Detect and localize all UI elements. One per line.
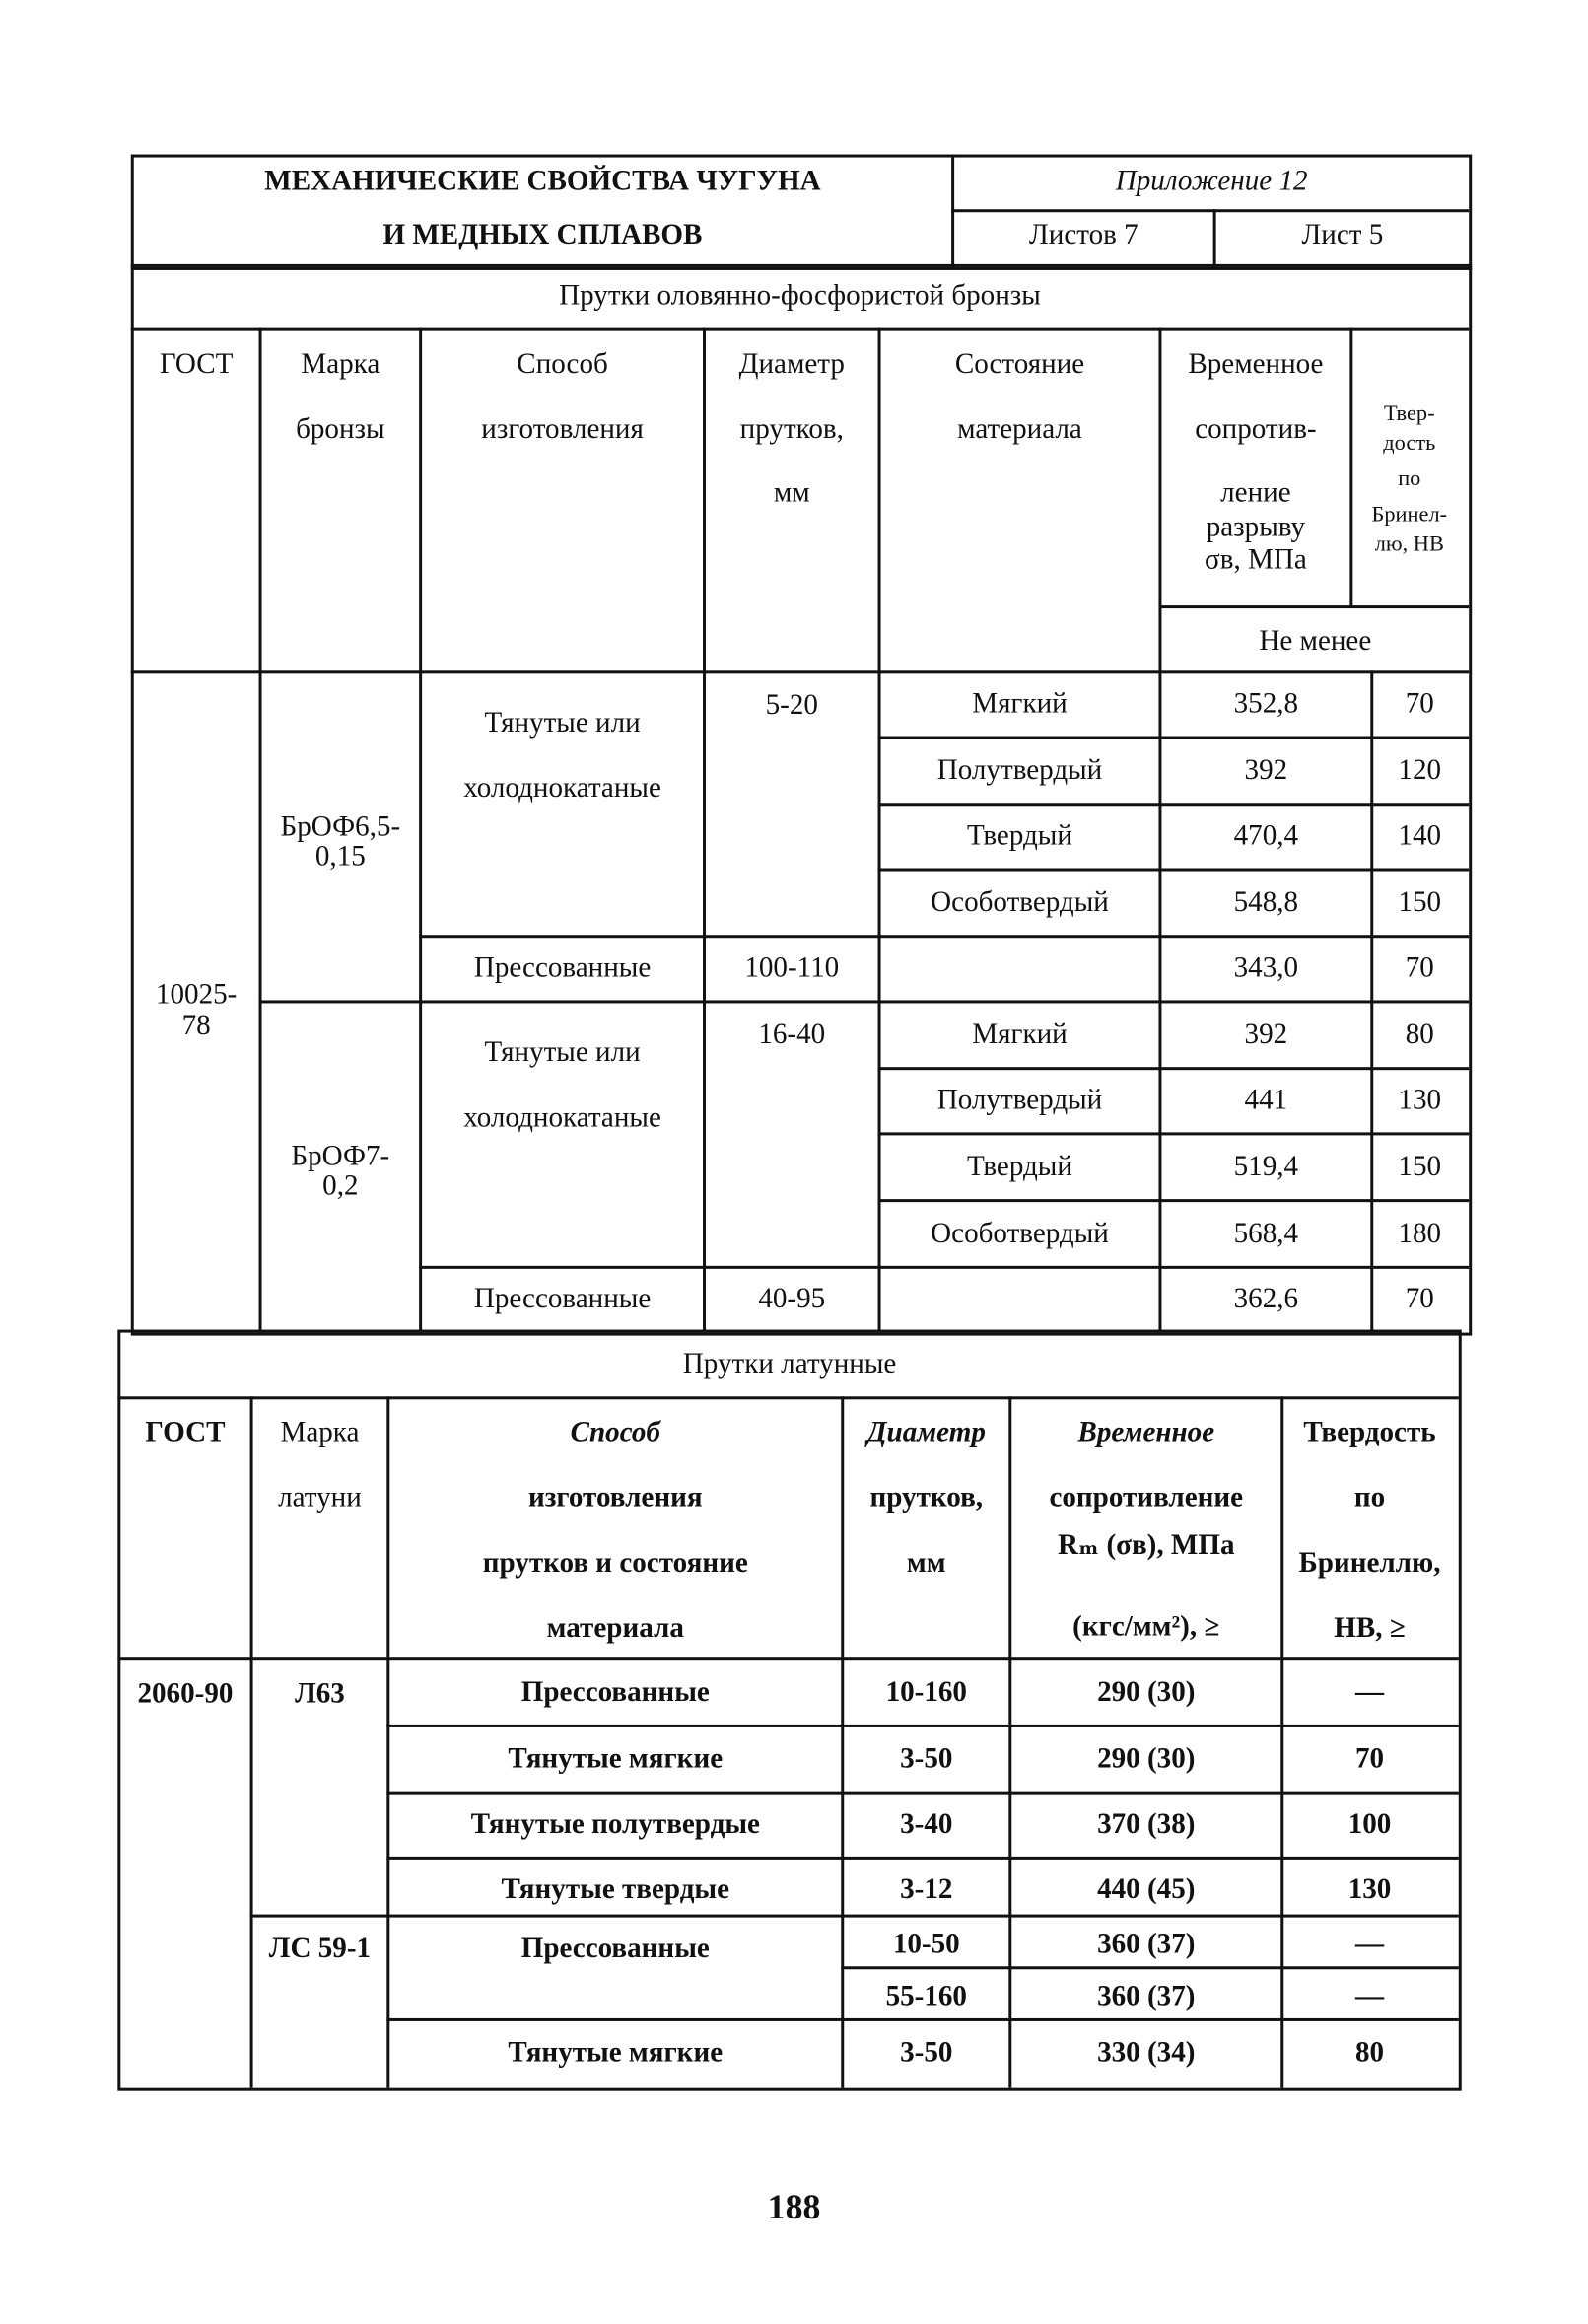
brass-header-method-4: материала [546, 1613, 684, 1645]
bronze-header-tensile-5: σв, МПа [1205, 544, 1307, 576]
brass-header-tensile-3: Rₘ (σв), МПа [1057, 1529, 1235, 1562]
bronze-method-drawn-1: Тянутые или холоднокатаные [463, 707, 661, 806]
brass-diam-1: 3-50 [900, 1743, 953, 1775]
bronze-method-pressed-2: Прессованные [473, 1283, 652, 1315]
bronze-g1-tensile-3: 548,8 [1233, 886, 1299, 919]
brass-header-grade-1: Марка [280, 1417, 360, 1448]
bronze-g2-tensile-0: 392 [1244, 1019, 1288, 1051]
bronze-header-hard-1: Твер- [1383, 401, 1435, 426]
brass-hb-1: 70 [1354, 1743, 1385, 1775]
brass-header-hard-2: по [1353, 1482, 1386, 1514]
bronze-g1-tensile-4: 343,0 [1233, 952, 1299, 985]
bronze-g1-hb-1: 120 [1398, 754, 1442, 787]
brass-diam-4: 10-50 [892, 1930, 960, 1961]
brass-hb-3: 130 [1347, 1874, 1392, 1906]
bronze-gost-value: 10025- 78 [155, 979, 238, 1043]
brass-header-hard-3: Бринеллю, [1298, 1547, 1441, 1580]
bronze-grade-2: БрОФ7- 0,2 [291, 1141, 390, 1203]
brass-method-1: Тянутые мягкие [508, 1743, 724, 1775]
brass-header-method-2: изготовления [527, 1482, 703, 1514]
brass-hb-4: — [1354, 1930, 1385, 1961]
bronze-g2-state-2: Твердый [967, 1151, 1072, 1183]
brass-tensile-6: 330 (34) [1097, 2037, 1196, 2069]
bronze-g2-state-0: Мягкий [972, 1019, 1068, 1051]
brass-hb-0: — [1354, 1676, 1385, 1709]
brass-tensile-0: 290 (30) [1097, 1676, 1196, 1709]
bronze-g2-hb-4: 70 [1405, 1283, 1434, 1315]
brass-grade-ls59: ЛС 59-1 [268, 1934, 372, 1965]
bronze-g2-tensile-3: 568,4 [1233, 1218, 1299, 1249]
brass-gost-value: 2060-90 [137, 1678, 234, 1710]
bronze-header-hard-3: по [1398, 467, 1421, 492]
bronze-g2-tensile-2: 519,4 [1233, 1151, 1299, 1183]
bronze-g1-state-0: Мягкий [972, 688, 1068, 721]
brass-tensile-2: 370 (38) [1097, 1809, 1196, 1841]
bronze-header-not-less: Не менее [1259, 626, 1372, 658]
bronze-header-diam-2: прутков, [739, 413, 844, 446]
bronze-method-drawn-2: Тянутые или холоднокатаные [463, 1037, 661, 1135]
bronze-g1-state-3: Особотвердый [931, 886, 1109, 919]
bronze-section-title: Прутки оловянно-фосфористой бронзы [559, 280, 1041, 313]
brass-header-method-3: прутков и состояние [482, 1547, 748, 1580]
sheets-total: Листов 7 [1029, 219, 1139, 251]
bronze-g1-tensile-1: 392 [1244, 754, 1288, 787]
brass-tensile-4: 360 (37) [1097, 1930, 1196, 1961]
bronze-g2-tensile-1: 441 [1244, 1085, 1288, 1117]
bronze-g2-hb-2: 150 [1398, 1151, 1442, 1183]
bronze-g1-tensile-2: 470,4 [1233, 820, 1299, 853]
brass-method-2: Тянутые полутвердые [470, 1809, 760, 1841]
bronze-g1-state-1: Полутвердый [936, 754, 1103, 787]
brass-method-0: Прессованные [520, 1676, 710, 1709]
brass-header-tensile-1: Временное [1077, 1417, 1215, 1448]
brass-header-method-1: Способ [570, 1417, 660, 1448]
bronze-header-hard-4: Бринел- [1371, 503, 1448, 528]
brass-header-hard-4: НВ, ≥ [1334, 1613, 1406, 1645]
bronze-header-state-1: Состояние [954, 348, 1085, 381]
bronze-g2-state-1: Полутвердый [936, 1085, 1103, 1117]
bronze-g1-hb-0: 70 [1405, 688, 1434, 721]
brass-hb-2: 100 [1347, 1809, 1392, 1841]
bronze-g1-hb-2: 140 [1398, 820, 1442, 853]
bronze-header-tensile-2: сопротив- [1195, 413, 1317, 446]
bronze-g2-state-3: Особотвердый [931, 1218, 1109, 1249]
brass-header-hard-1: Твердость [1303, 1417, 1436, 1448]
brass-tensile-3: 440 (45) [1097, 1874, 1196, 1906]
bronze-header-grade-2: бронзы [296, 413, 385, 446]
brass-header-diam-2: прутков, [869, 1482, 984, 1514]
bronze-header-grade-1: Марка [301, 348, 380, 381]
bronze-g2-hb-0: 80 [1405, 1019, 1434, 1051]
bronze-grade-1: БрОФ6,5- 0,15 [280, 811, 401, 874]
sheet-number: Лист 5 [1301, 219, 1384, 251]
bronze-g2-hb-3: 180 [1398, 1218, 1442, 1249]
bronze-g2-hb-1: 130 [1398, 1085, 1442, 1117]
bronze-header-state-2: материала [957, 413, 1082, 446]
bronze-g1-state-2: Твердый [967, 820, 1072, 853]
brass-header-diam-3: мм [906, 1547, 946, 1580]
brass-diam-3: 3-12 [900, 1874, 953, 1906]
bronze-header-hard-5: лю, НВ [1374, 532, 1444, 557]
brass-hb-6: 80 [1354, 2037, 1385, 2069]
bronze-diam-pressed-2: 40-95 [758, 1283, 826, 1315]
brass-header-gost: ГОСТ [145, 1417, 226, 1448]
bronze-g1-hb-4: 70 [1405, 952, 1434, 985]
bronze-method-pressed-1: Прессованные [473, 952, 652, 985]
bronze-header-hard-2: дость [1383, 431, 1436, 457]
page-number: 188 [767, 2189, 821, 2228]
brass-diam-5: 55-160 [885, 1980, 967, 2012]
brass-method-4: Прессованные [520, 1934, 710, 1965]
bronze-g2-tensile-4: 362,6 [1233, 1283, 1299, 1315]
bronze-header-method-2: изготовления [481, 413, 644, 446]
document-title-line2: И МЕДНЫХ СПЛАВОВ [382, 219, 703, 251]
brass-diam-2: 3-40 [900, 1809, 953, 1841]
brass-hb-5: — [1354, 1980, 1385, 2012]
bronze-header-diam-1: Диаметр [738, 348, 845, 381]
brass-header-diam-1: Диаметр [866, 1417, 986, 1448]
brass-method-6: Тянутые мягкие [508, 2037, 724, 2069]
brass-header-tensile-4: (кгс/мм²), ≥ [1072, 1611, 1220, 1644]
brass-method-3: Тянутые твердые [501, 1874, 730, 1906]
brass-diam-0: 10-160 [885, 1676, 967, 1709]
bronze-header-tensile-4: разрыву [1206, 512, 1306, 543]
bronze-diam-drawn-1: 5-20 [765, 689, 818, 722]
bronze-g1-hb-3: 150 [1398, 886, 1442, 919]
bronze-header-tensile-1: Временное [1188, 348, 1324, 381]
brass-grade-l63: Л63 [295, 1678, 345, 1710]
appendix-label: Приложение 12 [1115, 166, 1308, 198]
bronze-header-gost: ГОСТ [159, 348, 234, 381]
document-title-line1: МЕХАНИЧЕСКИЕ СВОЙСТВА ЧУГУНА [264, 166, 821, 198]
bronze-header-method-1: Способ [517, 348, 608, 381]
brass-header-grade-2: латуни [278, 1482, 362, 1514]
bronze-header-tensile-3: ление [1220, 477, 1291, 510]
bronze-g1-state-4 [881, 938, 1159, 1000]
brass-tensile-5: 360 (37) [1097, 1980, 1196, 2012]
brass-header-tensile-2: сопротивление [1049, 1482, 1244, 1514]
bronze-header-diam-3: мм [773, 477, 810, 510]
bronze-g1-tensile-0: 352,8 [1233, 688, 1299, 721]
bronze-g2-state-4 [881, 1269, 1159, 1330]
brass-section-title: Прутки латунные [682, 1349, 897, 1380]
bronze-diam-pressed-1: 100-110 [744, 952, 840, 985]
brass-diam-6: 3-50 [900, 2037, 953, 2069]
brass-tensile-1: 290 (30) [1097, 1743, 1196, 1775]
bronze-diam-drawn-2: 16-40 [758, 1020, 826, 1051]
